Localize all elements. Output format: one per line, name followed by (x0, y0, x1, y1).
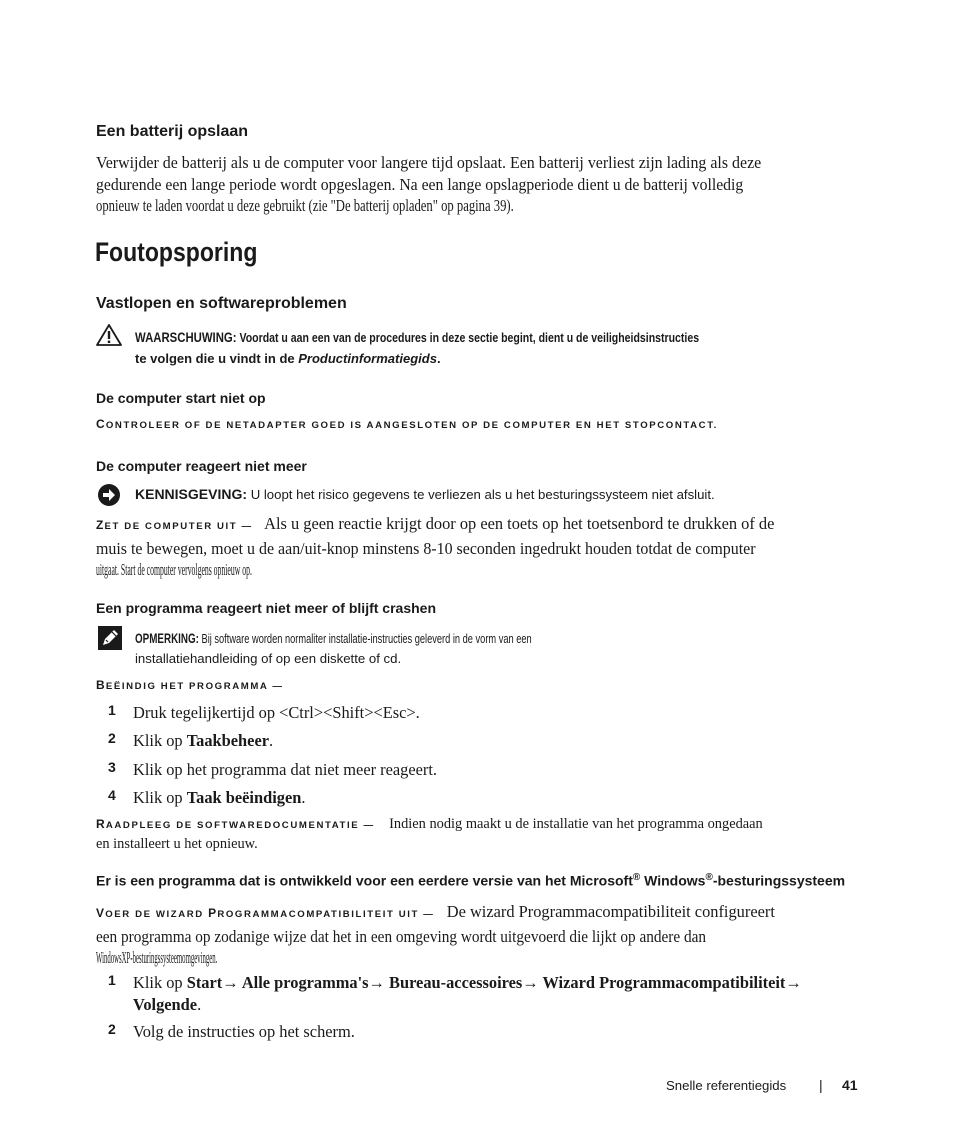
off-rest: ET DE COMPUTER UIT — (104, 521, 253, 532)
warning-text-2: te volgen die u vindt in de (135, 351, 299, 366)
docs-line-2: en installeert u het opnieuw. (96, 836, 258, 852)
wizard-first-letter-2: P (208, 906, 218, 920)
registered-mark: ® (632, 872, 641, 883)
battery-paragraph (96, 152, 876, 217)
wizard-label (96, 906, 435, 920)
docs-paragraph (96, 815, 876, 854)
docs-line-1: Indien nodig maakt u de installatie van het programma ongedaan (389, 816, 763, 832)
note-text-1: Bij software worden normaliter installatie-instructies geleverd in de vorm van een (201, 631, 532, 646)
start-menu-label: Start (186, 973, 223, 992)
battery-heading: Een batterij opslaan (96, 123, 249, 140)
product-info-guide: Productinformatiegids (298, 351, 437, 366)
note-pencil-icon (98, 626, 122, 650)
arrow-icon: → (368, 973, 385, 992)
warning-label: WAARSCHUWING: (135, 329, 237, 345)
wizard-line-2: een programma op zodanige wijze dat het in een omgeving wordt uitgevoerd die lijkt op andere dan (96, 926, 707, 946)
wizard-first-letter: V (96, 906, 106, 920)
warning-block (135, 327, 875, 369)
crash-heading: Een programma reageert niet meer of blijft crashen (96, 600, 436, 616)
next-label: Volgende (133, 995, 198, 1014)
end-task-label: Taak beëindigen (186, 788, 302, 807)
note-text-2: installatiehandleiding of op een diskette of cd. (135, 651, 402, 666)
accessories-label: Bureau-accessoires (384, 973, 523, 992)
arrow-icon: → (222, 973, 239, 992)
step-number: 2 (108, 1021, 116, 1037)
step-text (133, 787, 305, 808)
power-off-line-1: Als u geen reactie krijgt door op een toets op het toetsenbord te drukken of de (264, 514, 775, 533)
battery-line-1: Verwijder de batterij als u de computer voor langere tijd opslaat. Een batterij verliest zijn lading als deze (96, 153, 762, 172)
step-number: 1 (108, 702, 116, 718)
all-programs-label: Alle programma's (238, 973, 369, 992)
compat-heading-part-1: Er is een programma dat is ontwikkeld voor een eerdere versie van het Microsoft (96, 872, 633, 889)
page-number: 41 (842, 1077, 858, 1093)
step-text-part: Klik op (133, 788, 187, 807)
wizard-line-1: De wizard Programmacompatibiliteit configureert (446, 902, 775, 921)
arrow-icon: → (522, 973, 539, 992)
step-text (133, 730, 273, 751)
docs-first-letter: R (96, 817, 106, 831)
no-start-heading: De computer start niet op (96, 390, 266, 406)
notice-label: KENNISGEVING: (135, 486, 248, 502)
battery-line-3: opnieuw te laden voordat u deze gebruikt (zie "De batterij opladen" op pagina 39). (96, 196, 514, 215)
wizard-paragraph (96, 901, 876, 969)
compat-heading-part-2: Windows (640, 872, 706, 889)
arrow-icon: → (785, 973, 802, 992)
docs-label (96, 817, 375, 831)
docs-rest: AADPLEEG DE SOFTWAREDOCUMENTATIE — (105, 820, 375, 831)
step-text-part: Klik op (133, 973, 187, 992)
footer-separator: | (819, 1077, 823, 1093)
no-response-heading: De computer reageert niet meer (96, 458, 307, 474)
battery-line-2: gedurende een lange periode wordt opgeslagen. Na een lange opslagperiode dient u de batterij volledig (96, 174, 744, 194)
step-text-end: . (269, 731, 274, 750)
step-number: 2 (108, 730, 116, 746)
step-text (133, 994, 201, 1015)
compat-heading-part-3: -besturingssysteem (712, 872, 846, 889)
step-text (133, 702, 420, 723)
warning-text-1: Voordat u aan een van de procedures in deze sectie begint, dient u de veiligheidsinstructies (239, 330, 700, 345)
step-text: Volg de instructies op het scherm. (133, 1022, 355, 1041)
subsection-title: Vastlopen en softwareproblemen (96, 295, 347, 312)
power-off-paragraph (96, 513, 876, 581)
power-off-label (96, 518, 253, 532)
footer-guide-title: Snelle referentiegids (666, 1078, 787, 1093)
notice-line (135, 486, 715, 502)
step-text-part: Klik op (133, 731, 187, 750)
step-number: 4 (108, 787, 116, 803)
note-block (135, 628, 875, 669)
registered-mark: ® (705, 872, 713, 883)
notice-text: U loopt het risico gegevens te verliezen als u het besturingssysteem niet afsluit. (250, 487, 715, 502)
step-text-end: . (301, 788, 306, 807)
wizard-mid: OER DE WIZARD (105, 909, 209, 920)
end-program-label (96, 678, 284, 692)
wizard-line-3: WindowsXP-besturingssysteemomgevingen. (96, 948, 218, 967)
check-first-letter: C (96, 417, 106, 431)
step-text-part: Druk tegelijkertijd op <Ctrl><Shift><Esc>. (133, 703, 420, 722)
warning-icon (95, 323, 123, 347)
end-rest: EËINDIG HET PROGRAMMA — (105, 681, 284, 692)
task-manager-label: Taakbeheer (186, 731, 269, 750)
power-off-line-3: uitgaat. Start de computer vervolgens opnieuw op. (96, 560, 252, 579)
check-rest: ONTROLEER OF DE NETADAPTER GOED IS AANGESLOTEN OP DE COMPUTER EN HET STOPCONTACT. (105, 420, 718, 431)
compat-heading (96, 872, 845, 889)
end-first-letter: B (96, 678, 106, 692)
power-off-line-2: muis te bewegen, moet u de aan/uit-knop minstens 8-10 seconden ingedrukt houden totdat de computer (96, 538, 756, 558)
note-label: OPMERKING: (135, 630, 199, 646)
off-first-letter: Z (96, 518, 105, 532)
section-title: Foutopsporing (95, 237, 258, 267)
wizard-rest: ROGRAMMACOMPATIBILITEIT UIT — (217, 909, 435, 920)
check-adapter-line (96, 417, 718, 431)
step-text-end: . (197, 995, 202, 1014)
step-text-part: Klik op het programma dat niet meer reageert. (133, 760, 438, 779)
step-number: 1 (108, 972, 116, 988)
warning-period: . (436, 351, 441, 366)
step-number: 3 (108, 759, 116, 775)
notice-icon (97, 483, 121, 507)
compat-wizard-label: Wizard Programmacompatibiliteit (538, 973, 786, 992)
step-text (133, 972, 802, 993)
step-text (133, 759, 437, 780)
